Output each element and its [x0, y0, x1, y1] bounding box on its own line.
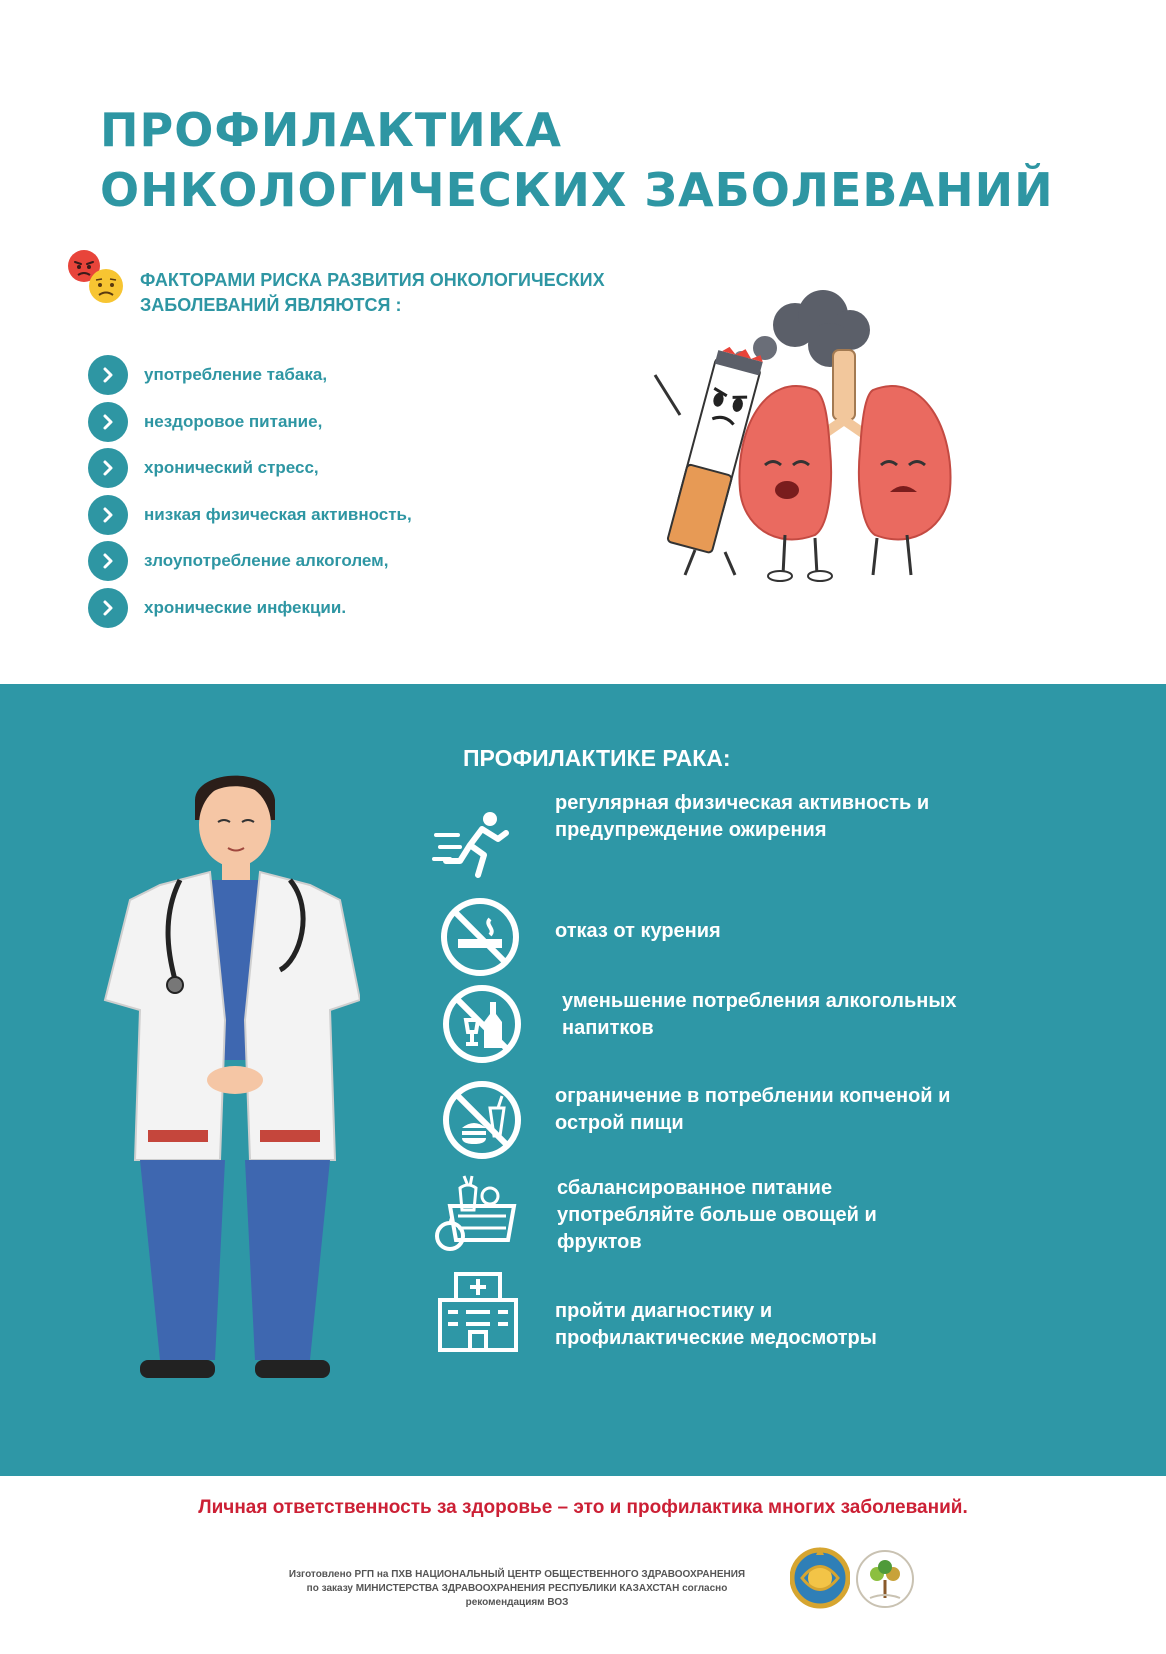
- risk-factor-list: [88, 352, 412, 631]
- running-person-icon: [432, 805, 516, 889]
- no-smoking-icon: [438, 895, 522, 979]
- prevention-item-text: [555, 1083, 950, 1137]
- prevention-item-line: уменьшение потребления алкогольных: [562, 990, 957, 1012]
- chevron-right-icon: [88, 541, 128, 581]
- credit-line: по заказу МИНИСТЕРСТВА ЗДРАВООХРАНЕНИЯ РЕСПУБЛИКИ КАЗАХСТАН согласно: [306, 1583, 728, 1594]
- risk-factor-label: злоупотребление алкоголем,: [144, 551, 389, 571]
- risk-factor-item: [88, 399, 412, 446]
- prevention-item-line: отказ от курения: [555, 920, 721, 942]
- prevention-item-text: [557, 1175, 877, 1256]
- risk-factor-item: [88, 492, 412, 539]
- prevention-item-line: острой пищи: [555, 1112, 684, 1134]
- prevention-item-text: [555, 918, 721, 945]
- risk-factor-label: употребление табака,: [144, 365, 328, 385]
- title-line-1: ПРОФИЛАКТИКА: [100, 103, 562, 157]
- title-line-2: ОНКОЛОГИЧЕСКИХ ЗАБОЛЕВАНИЙ: [100, 163, 1054, 217]
- credits: [252, 1568, 782, 1610]
- page-title: [100, 100, 1054, 220]
- health-center-logo-icon: [852, 1548, 918, 1610]
- credit-line: рекомендациям ВОЗ: [465, 1597, 569, 1608]
- chevron-right-icon: [88, 402, 128, 442]
- prevention-item-text: [555, 790, 929, 844]
- risk-factor-label: хронические инфекции.: [144, 597, 347, 617]
- credit-line: Изготовлено РГП на ПХВ НАЦИОНАЛЬНЫЙ ЦЕНТР ОБЩЕСТВЕННОГО ЗДРАВООХРАНЕНИЯ: [288, 1569, 746, 1580]
- no-fast-food-icon: [440, 1078, 524, 1162]
- prevention-item-line: пройти диагностику и: [555, 1300, 773, 1322]
- chevron-right-icon: [88, 495, 128, 535]
- state-emblem-icon: [790, 1545, 850, 1611]
- doctor-illustration: [100, 760, 360, 1420]
- risk-factor-label: нездоровое питание,: [144, 411, 323, 431]
- prevention-item-line: профилактические медосмотры: [555, 1327, 877, 1349]
- risk-factor-label: хронический стресс,: [144, 458, 319, 478]
- risk-factor-label: низкая физическая активность,: [144, 504, 412, 524]
- prevention-item-line: фруктов: [557, 1231, 642, 1253]
- prevention-item-line: ограничение в потреблении копченой и: [555, 1085, 951, 1107]
- cigarette-and-lungs-illustration: [645, 280, 1045, 620]
- risk-factors-heading: [140, 268, 605, 318]
- prevention-item-text: [555, 1298, 877, 1352]
- risk-factor-item: [88, 445, 412, 492]
- no-alcohol-icon: [440, 982, 524, 1066]
- risk-factor-item: [88, 538, 412, 585]
- vegetables-basket-icon: [434, 1170, 518, 1254]
- risk-heading-line-2: ЗАБОЛЕВАНИЙ ЯВЛЯЮТСЯ :: [140, 295, 402, 315]
- risk-factor-item: [88, 352, 412, 399]
- prevention-item-text: [562, 988, 957, 1042]
- responsibility-note: Личная ответственность за здоровье – это и профилактика многих заболеваний.: [198, 1497, 968, 1518]
- prevention-item-line: регулярная физическая активность и: [555, 792, 930, 814]
- chevron-right-icon: [88, 355, 128, 395]
- prevention-item-line: напитков: [562, 1017, 654, 1039]
- prevention-heading: ПРОФИЛАКТИКЕ РАКА:: [463, 745, 731, 771]
- angry-sad-faces-icon: [62, 250, 132, 320]
- risk-factor-item: [88, 585, 412, 632]
- prevention-item-line: употребляйте больше овощей и: [557, 1204, 877, 1226]
- prevention-item-line: сбалансированное питание: [557, 1177, 833, 1199]
- chevron-right-icon: [88, 448, 128, 488]
- risk-heading-line-1: ФАКТОРАМИ РИСКА РАЗВИТИЯ ОНКОЛОГИЧЕСКИХ: [140, 270, 605, 290]
- lungs-character: [739, 350, 950, 581]
- hospital-building-icon: [436, 1270, 520, 1354]
- chevron-right-icon: [88, 588, 128, 628]
- prevention-item-line: предупреждение ожирения: [555, 819, 827, 841]
